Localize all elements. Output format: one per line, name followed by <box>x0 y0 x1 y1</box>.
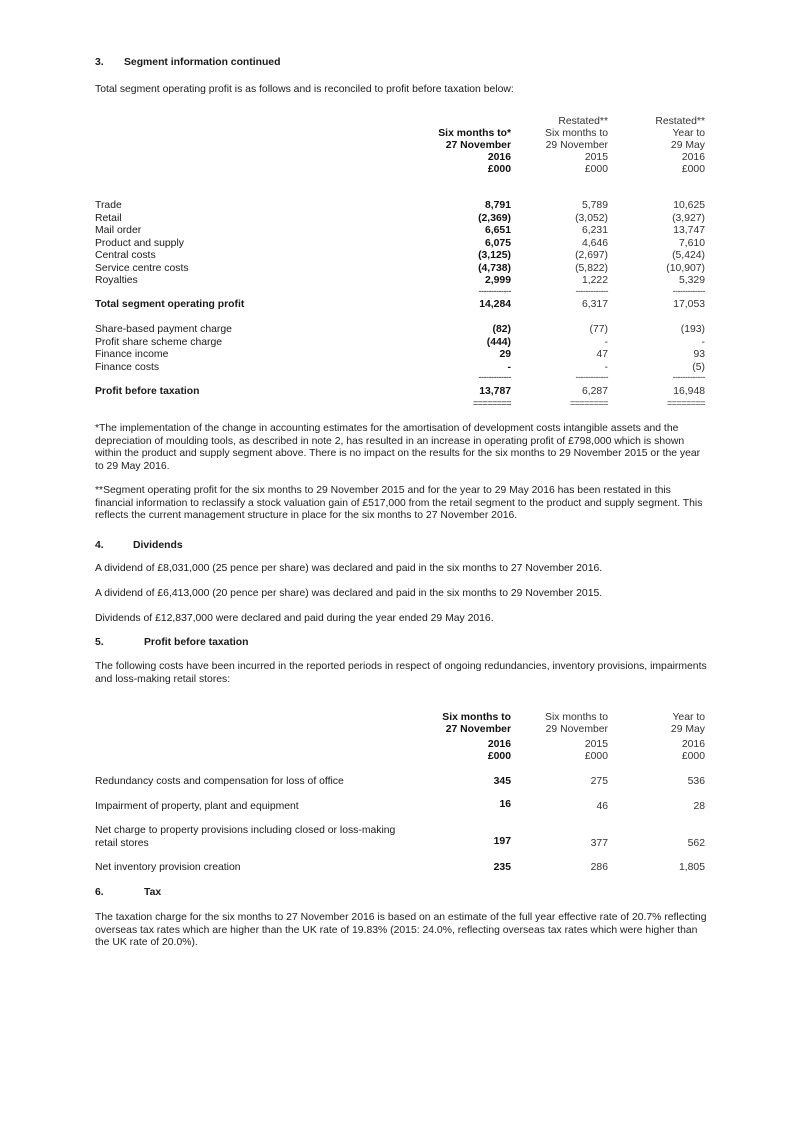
col2-header-line: 29 November <box>545 140 608 151</box>
col1-header-line: £000 <box>487 164 511 175</box>
col2-header-line: 2015 <box>584 739 608 750</box>
row-value-c2: 1,222 <box>581 275 608 286</box>
dividend-paragraph: A dividend of £6,413,000 (20 pence per share) was declared and paid in the six months to 29 November 2015. <box>95 588 603 599</box>
row-value-c3: 28 <box>693 801 705 812</box>
total-segment-c3: 17,053 <box>673 299 705 310</box>
row-value-c3: 93 <box>693 349 705 360</box>
col1-header-line: 2016 <box>487 739 511 750</box>
footnote-asterisk: *The implementation of the change in accounting estimates for the amortisation of development costs intangible assets and the depreciation of moulding tools, as described in note 2, has resulted in an increase in operating profit of £798,000 which is shown within the product and supply segment above. There is no impact on the results for the six months to 29 November 2015 or the year to 29 May 2016. <box>95 423 701 473</box>
row-value-c3: (193) <box>680 324 705 335</box>
row-value-c1: 6,651 <box>484 225 511 236</box>
row-value-c2: - <box>604 361 608 373</box>
col3-header-line: 29 May <box>670 724 705 735</box>
section-5-intro: The following costs have been incurred in the reported periods in respect of ongoing redundancies, inventory provisions, impairments and loss-making retail stores: <box>95 661 707 685</box>
section-3-number: 3. <box>95 57 104 68</box>
row-value-c1: 6,075 <box>484 237 511 249</box>
row-label: Product and supply <box>95 237 184 249</box>
row-value-c2: 6,231 <box>581 225 608 236</box>
row-value-c2: 377 <box>590 838 608 849</box>
row-value-c2: - <box>604 336 608 348</box>
section-6-title: Tax <box>144 887 162 898</box>
separator-line: ------------- <box>672 286 705 296</box>
row-label: Finance income <box>95 349 169 360</box>
row-value-c1: (3,125) <box>478 250 511 261</box>
row-label: Mail order <box>95 225 142 236</box>
separator-line: ------------- <box>672 372 705 382</box>
row-label: Trade <box>95 200 122 211</box>
section-3-intro: Total segment operating profit is as follows and is reconciled to profit before taxation below: <box>95 84 514 95</box>
col1-header-line: Six months to <box>442 712 511 723</box>
row-label: Royalties <box>95 275 138 286</box>
row-value-c1: 8,791 <box>484 200 511 211</box>
row-value-c1: 16 <box>499 799 511 810</box>
row-value-c1: 345 <box>493 776 511 787</box>
profit-before-tax-label: Profit before taxation <box>95 386 200 397</box>
col1-header-line: 27 November <box>445 140 511 151</box>
separator-line: ------------- <box>575 372 608 382</box>
profit-before-tax-c2: 6,287 <box>581 386 608 397</box>
col1-header-line: 2016 <box>487 152 511 163</box>
profit-before-tax-c3: 16,948 <box>673 386 705 397</box>
row-value-c1: 235 <box>493 862 511 873</box>
col1-header-line: Six months to* <box>438 128 511 139</box>
col3-header-line: Year to <box>672 712 705 723</box>
row-label: Net charge to property provisions including closed or loss-making <box>95 825 396 836</box>
row-value-c1: (444) <box>486 336 511 348</box>
section-5-number: 5. <box>95 637 104 648</box>
dividend-paragraph: Dividends of £12,837,000 were declared and paid during the year ended 29 May 2016. <box>95 613 494 624</box>
row-value-c2: 5,789 <box>581 200 608 211</box>
col2-header-line: 29 November <box>545 724 608 735</box>
row-value-c2: (77) <box>589 324 608 335</box>
row-value-c2: (2,697) <box>575 250 608 261</box>
col3-header-line: £000 <box>681 164 705 175</box>
total-segment-c1: 14,284 <box>479 299 511 310</box>
row-label: Impairment of property, plant and equipment <box>95 801 299 812</box>
row-label: Central costs <box>95 250 156 261</box>
col2-header-line: £000 <box>584 751 608 762</box>
row-value-c3: 536 <box>687 776 705 787</box>
row-label-continued: retail stores <box>95 838 149 849</box>
row-value-c3: 10,625 <box>673 200 705 211</box>
row-value-c1: (4,738) <box>478 262 511 274</box>
col2-header-line: Restated** <box>558 116 608 127</box>
row-label: Retail <box>95 212 122 224</box>
row-label: Profit share scheme charge <box>95 336 223 348</box>
section-4-number: 4. <box>95 540 104 551</box>
col2-header-line: Six months to <box>545 712 608 723</box>
row-value-c2: (3,052) <box>575 212 608 224</box>
row-value-c3: 13,747 <box>673 225 705 236</box>
row-value-c3: 1,805 <box>678 862 705 873</box>
row-value-c2: 286 <box>590 862 608 873</box>
row-value-c3: 7,610 <box>678 237 705 249</box>
row-label: Redundancy costs and compensation for loss of office <box>95 776 344 787</box>
row-value-c2: 275 <box>590 776 608 787</box>
double-separator-line: ======== <box>569 398 608 408</box>
row-value-c2: (5,822) <box>575 262 608 274</box>
separator-line: ------------- <box>478 286 511 296</box>
row-value-c1: (2,369) <box>478 212 511 224</box>
row-label: Service centre costs <box>95 262 189 274</box>
section-5-title: Profit before taxation <box>144 637 249 648</box>
row-value-c2: 4,646 <box>581 237 608 249</box>
col3-header-line: Restated** <box>655 116 705 127</box>
col3-header-line: 29 May <box>670 140 705 151</box>
section-3-title: Segment information continued <box>124 57 281 68</box>
section-6-number: 6. <box>95 887 104 898</box>
profit-before-tax-c1: 13,787 <box>479 386 511 397</box>
col1-header-line: £000 <box>487 751 511 762</box>
col3-header-line: 2016 <box>681 152 705 163</box>
row-value-c2: 47 <box>596 349 608 360</box>
col3-header-line: 2016 <box>681 739 705 750</box>
row-value-c1: 29 <box>499 349 511 360</box>
col2-header-line: 2015 <box>584 152 608 163</box>
tax-paragraph: The taxation charge for the six months to 27 November 2016 is based on an estimate of the full year effective rate of 20.7% reflecting overseas tax rates which are higher than the UK rate of 19.83% (2015: 24.0%, reflecting overseas tax rates which were higher than the UK rate of 20.0%). <box>95 912 707 949</box>
separator-line: ------------- <box>478 372 511 382</box>
row-value-c1: (82) <box>492 324 511 335</box>
col2-header-line: Six months to <box>545 128 608 139</box>
section-4-title: Dividends <box>133 540 183 551</box>
row-value-c1: 2,999 <box>484 275 511 286</box>
row-value-c3: (5) <box>692 361 705 373</box>
row-value-c3: (10,907) <box>666 262 705 274</box>
row-value-c3: (5,424) <box>672 250 705 261</box>
row-value-c3: 562 <box>687 838 705 849</box>
dividend-paragraph: A dividend of £8,031,000 (25 pence per share) was declared and paid in the six months to 27 November 2016. <box>95 563 603 574</box>
col1-header-line: 27 November <box>445 724 511 735</box>
row-value-c2: 46 <box>596 801 608 812</box>
col3-header-line: Year to <box>672 128 705 139</box>
footnote-double-asterisk: **Segment operating profit for the six months to 29 November 2015 and for the year to 29 May 2016 has been restated in this financial information to reclassify a stock valuation gain of £517,000 from the retail segment to the product and supply segment. This reflects the current management structure in place for the six months to 27 November 2016. <box>95 485 703 522</box>
row-value-c3: - <box>701 336 705 348</box>
double-separator-line: ======== <box>472 398 511 408</box>
row-value-c1: 197 <box>493 836 511 847</box>
row-label: Net inventory provision creation <box>95 862 241 873</box>
row-label: Share-based payment charge <box>95 324 232 335</box>
row-value-c3: (3,927) <box>672 212 705 224</box>
col2-header-line: £000 <box>584 164 608 175</box>
separator-line: ------------- <box>575 286 608 296</box>
col3-header-line: £000 <box>681 751 705 762</box>
total-segment-c2: 6,317 <box>581 299 608 310</box>
double-separator-line: ======== <box>666 398 705 408</box>
total-segment-label: Total segment operating profit <box>95 299 245 310</box>
row-value-c3: 5,329 <box>678 275 705 286</box>
row-value-c1: - <box>507 361 511 373</box>
row-label: Finance costs <box>95 361 160 373</box>
